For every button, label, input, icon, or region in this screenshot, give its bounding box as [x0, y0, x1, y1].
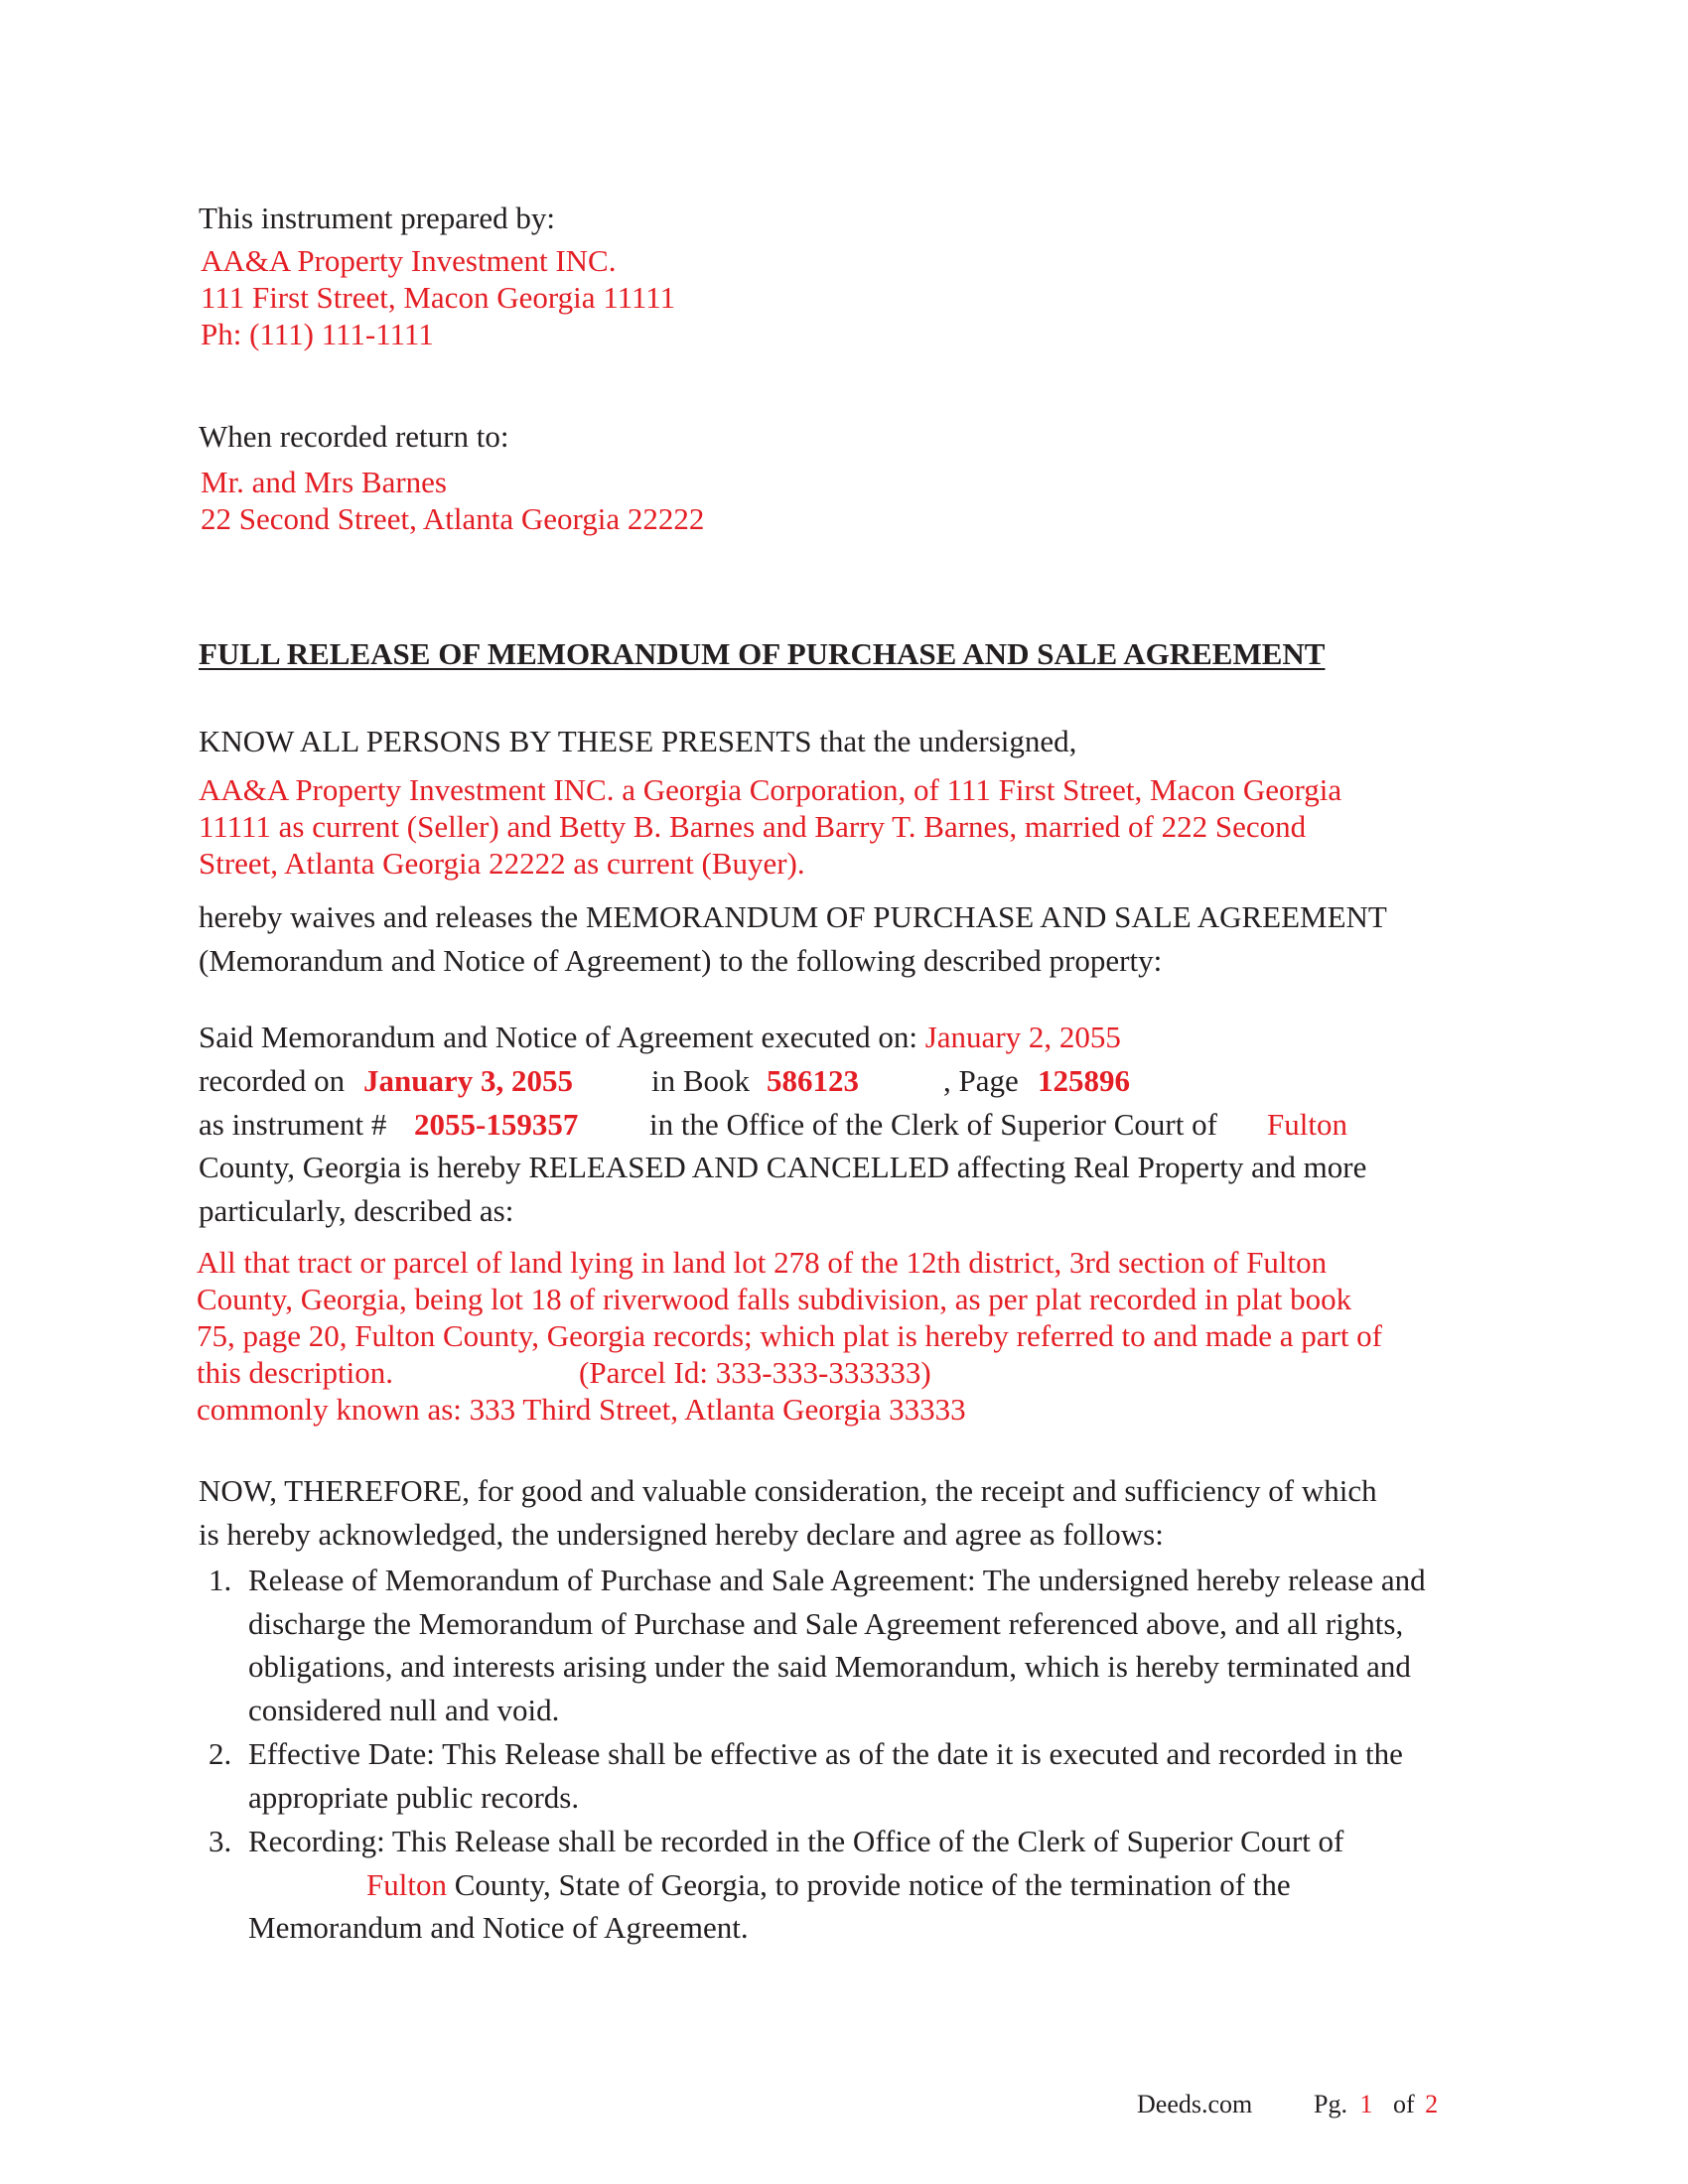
- clause-3-line-3: Memorandum and Notice of Agreement.: [248, 1910, 749, 1945]
- parcel-id: (Parcel Id: 333-333-333333): [579, 1355, 931, 1390]
- consideration-line-2: is hereby acknowledged, the undersigned hereby declare and agree as follows:: [199, 1517, 1164, 1552]
- footer-page-number: 1: [1359, 2090, 1373, 2118]
- page-number: 125896: [1038, 1063, 1130, 1098]
- clause-3-line-2: [248, 1863, 1499, 1907]
- waiver-line-2: (Memorandum and Notice of Agreement) to the following described property:: [199, 943, 1163, 978]
- clause-2: [209, 1732, 1499, 1819]
- clause-number: 2.: [209, 1736, 232, 1771]
- footer-page-total: 2: [1425, 2090, 1439, 2118]
- recorded-label: recorded on: [199, 1063, 346, 1098]
- executed-line: [199, 1019, 1121, 1055]
- consideration-line-1: NOW, THEREFORE, for good and valuable consideration, the receipt and sufficiency of which: [199, 1473, 1377, 1508]
- clause-number: 1.: [209, 1563, 232, 1597]
- intro-text: KNOW ALL PERSONS BY THESE PRESENTS that the undersigned,: [199, 724, 1077, 758]
- county-name: Fulton: [1267, 1107, 1347, 1142]
- clause-3: [209, 1820, 1499, 1950]
- footer-page-indicator: [1314, 2089, 1438, 2119]
- page-label: , Page: [943, 1063, 1019, 1098]
- legal-line-2: County, Georgia, being lot 18 of riverwood falls subdivision, as per plat recorded in plat book: [197, 1282, 1352, 1316]
- parties-line-3: Street, Atlanta Georgia 22222 as current (Buyer).: [199, 846, 805, 881]
- commonly-known-as: commonly known as: 333 Third Street, Atlanta Georgia 33333: [197, 1392, 966, 1427]
- released-line: County, Georgia is hereby RELEASED AND CANCELLED affecting Real Property and more: [199, 1150, 1367, 1184]
- preparer-label: This instrument prepared by:: [199, 201, 555, 235]
- return-to-label: When recorded return to:: [199, 419, 509, 454]
- return-to-address: 22 Second Street, Atlanta Georgia 22222: [201, 501, 705, 536]
- clause-text: Release of Memorandum of Purchase and Sale Agreement: The undersigned hereby release and discharge the Memorandum of Purchase and Sale Agreement referenced above, and all rights, obligations, and interests arising under the said Memorandum, which is hereby terminated and considered null and void.: [248, 1563, 1426, 1727]
- preparer-phone: Ph: (111) 111-1111: [201, 317, 434, 351]
- footer-pg-label: Pg.: [1314, 2090, 1347, 2118]
- book-label: in Book: [651, 1063, 751, 1098]
- clause-text: Effective Date: This Release shall be effective as of the date it is executed and recorded in the appropriate public records.: [248, 1736, 1403, 1815]
- preparer-name: AA&A Property Investment INC.: [201, 243, 617, 278]
- clause-3-county: Fulton: [366, 1866, 447, 1902]
- parties-line-1: AA&A Property Investment INC. a Georgia Corporation, of 111 First Street, Macon Georgia: [199, 772, 1342, 807]
- office-label: in the Office of the Clerk of Superior Court of: [649, 1107, 1217, 1142]
- described-line: particularly, described as:: [199, 1193, 514, 1228]
- clause-3-line-2-text: County, State of Georgia, to provide notice of the termination of the: [454, 1866, 1291, 1902]
- legal-line-1: All that tract or parcel of land lying in land lot 278 of the 12th district, 3rd section of Fulton: [197, 1245, 1328, 1280]
- parties-line-2: 11111 as current (Seller) and Betty B. Barnes and Barry T. Barnes, married of 222 Second: [199, 809, 1307, 844]
- executed-label: Said Memorandum and Notice of Agreement executed on:: [199, 1020, 917, 1054]
- executed-date: January 2, 2055: [924, 1020, 1121, 1054]
- return-to-name: Mr. and Mrs Barnes: [201, 465, 447, 499]
- recorded-date: January 3, 2055: [363, 1063, 573, 1098]
- preparer-address: 111 First Street, Macon Georgia 11111: [201, 280, 676, 315]
- clause-1: [209, 1559, 1499, 1731]
- instrument-label: as instrument #: [199, 1107, 387, 1142]
- legal-line-4a: this description.: [197, 1355, 394, 1390]
- legal-line-3: 75, page 20, Fulton County, Georgia records; which plat is hereby referred to and made a part of: [197, 1318, 1382, 1353]
- instrument-number: 2055-159357: [414, 1107, 579, 1142]
- clause-number: 3.: [209, 1824, 232, 1858]
- document-title: FULL RELEASE OF MEMORANDUM OF PURCHASE AND SALE AGREEMENT: [199, 636, 1326, 671]
- footer-site: Deeds.com: [1137, 2090, 1253, 2118]
- waiver-line-1: hereby waives and releases the MEMORANDUM OF PURCHASE AND SALE AGREEMENT: [199, 899, 1387, 934]
- footer-of-label: of: [1392, 2090, 1415, 2118]
- clause-3-line-1: Recording: This Release shall be recorded in the Office of the Clerk of Superior Court of: [248, 1824, 1344, 1858]
- book-number: 586123: [767, 1063, 859, 1098]
